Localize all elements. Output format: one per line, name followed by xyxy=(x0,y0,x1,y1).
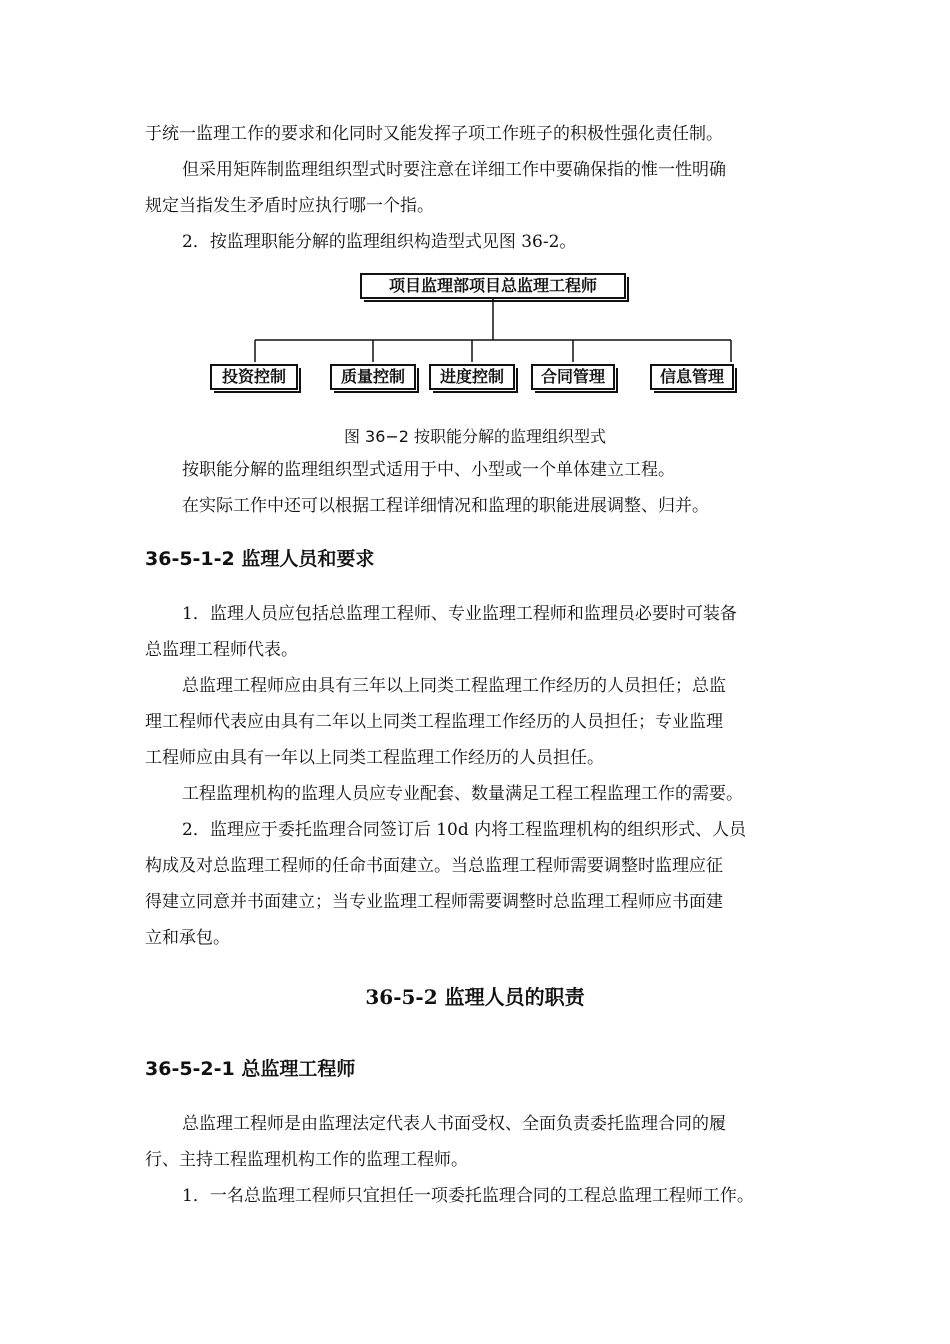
paragraph: 在实际工作中还可以根据工程详细情况和监理的职能进展调整、归并。 xyxy=(182,496,709,516)
org-box-quality-control: 质量控制 xyxy=(330,364,416,390)
paragraph: 工程师应由具有一年以上同类工程监理工作经历的人员担任。 xyxy=(145,748,604,768)
paragraph: 总监理工程师应由具有三年以上同类工程监理工作经历的人员担任；总监 xyxy=(182,676,726,696)
paragraph: 总监理工程师代表。 xyxy=(145,640,298,660)
paragraph: 总监理工程师是由监理法定代表人书面受权、全面负责委托监理合同的履 xyxy=(182,1114,726,1134)
paragraph: 2．按监理职能分解的监理组织构造型式见图 36-2。 xyxy=(182,232,577,252)
chapter-heading: 36-5-2 监理人员的职责 xyxy=(365,985,585,1009)
paragraph: 于统一监理工作的要求和化同时又能发挥子项工作班子的积极性强化责任制。 xyxy=(145,124,723,144)
figure-caption: 图 36−2 按职能分解的监理组织型式 xyxy=(343,427,607,446)
paragraph: 立和承包。 xyxy=(145,928,230,948)
paragraph: 理工程师代表应由具有二年以上同类工程监理工作经历的人员担任；专业监理 xyxy=(145,712,723,732)
paragraph: 规定当指发生矛盾时应执行哪一个指。 xyxy=(145,196,434,216)
paragraph: 2．监理应于委托监理合同签订后 10d 内将工程监理机构的组织形式、人员 xyxy=(182,820,747,840)
org-box-information-management: 信息管理 xyxy=(650,364,734,390)
paragraph: 1．一名总监理工程师只宜担任一项委托监理合同的工程总监理工程师工作。 xyxy=(182,1186,754,1206)
org-box-schedule-control: 进度控制 xyxy=(429,364,515,390)
org-root-box: 项目监理部项目总监理工程师 xyxy=(360,273,626,299)
paragraph: 行、主持工程监理机构工作的监理工程师。 xyxy=(145,1150,468,1170)
paragraph: 按职能分解的监理组织型式适用于中、小型或一个单体建立工程。 xyxy=(182,460,675,480)
org-box-investment-control: 投资控制 xyxy=(210,364,298,390)
paragraph: 1．监理人员应包括总监理工程师、专业监理工程师和监理员必要时可装备 xyxy=(182,604,737,624)
paragraph: 得建立同意并书面建立；当专业监理工程师需要调整时总监理工程师应书面建 xyxy=(145,892,723,912)
section-heading: 36-5-1-2 监理人员和要求 xyxy=(145,548,375,570)
paragraph: 构成及对总监理工程师的任命书面建立。当总监理工程师需要调整时监理应征 xyxy=(145,856,723,876)
paragraph: 但采用矩阵制监理组织型式时要注意在详细工作中要确保指的惟一性明确 xyxy=(182,160,726,180)
section-heading: 36-5-2-1 总监理工程师 xyxy=(145,1058,356,1080)
org-box-contract-management: 合同管理 xyxy=(531,364,615,390)
org-chart-connectors xyxy=(0,0,950,420)
paragraph: 工程监理机构的监理人员应专业配套、数量满足工程工程监理工作的需要。 xyxy=(182,784,743,804)
